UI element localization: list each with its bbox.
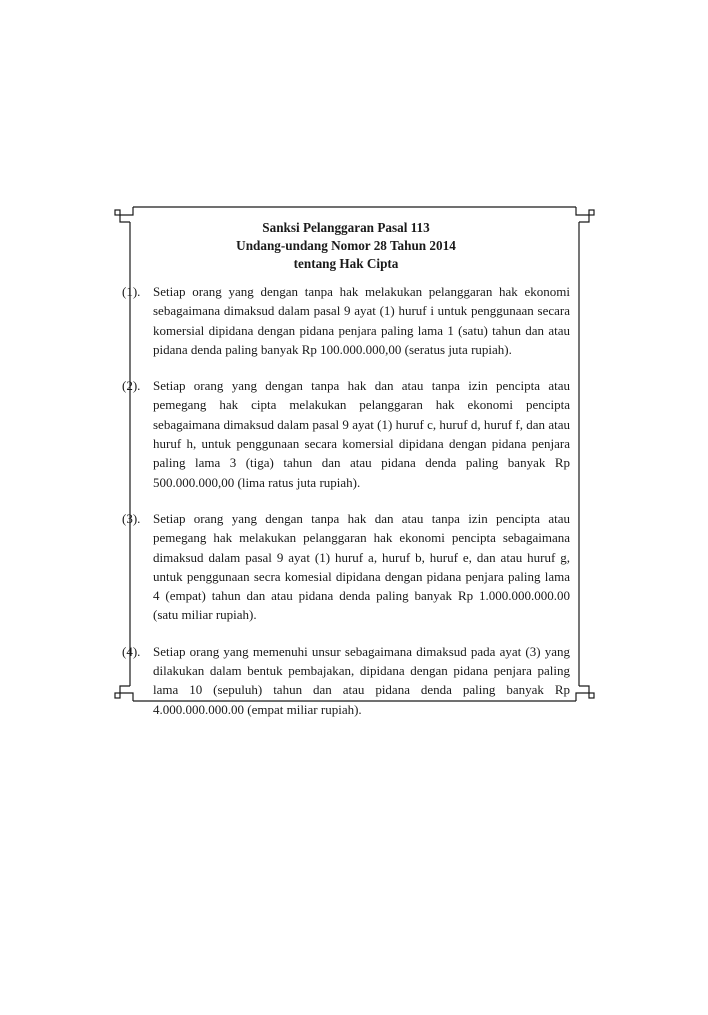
item-text: Setiap orang yang dengan tanpa hak dan atau tanpa izin pencipta atau pemegang hak cipta melakukan pelanggaran hak ekonomi pencipta sebagaimana dimaksud dalam pasal 9 ayat (1) huruf c, huruf d, huruf f, dan atau huruf h, untuk penggunaan secara komersial dipidana dengan pidana penjara paling lama 3 (tiga) tahun dan atau pidana denda paling banyak Rp 500.000.000,00 (lima ratus juta rupiah). (153, 378, 570, 490)
list-item (122, 642, 570, 719)
item-text: Setiap orang yang memenuhi unsur sebagaimana dimaksud pada ayat (3) yang dilakukan dalam bentuk pembajakan, dipidana dengan pidana penjara paling lama 10 (sepuluh) tahun dan atau pidana denda paling banyak Rp 4.000.000.000.00 (empat miliar rupiah). (153, 643, 570, 717)
item-number: (3). (122, 510, 141, 526)
notice-heading (122, 219, 570, 273)
item-number: (4). (122, 643, 141, 659)
sanction-list (122, 282, 570, 719)
list-item (122, 376, 570, 492)
heading-line-3: tentang Hak Cipta (293, 256, 399, 271)
list-item (122, 509, 570, 625)
heading-line-1: Sanksi Pelanggaran Pasal 113 (262, 220, 430, 235)
heading-line-2: Undang-undang Nomor 28 Tahun 2014 (236, 238, 456, 253)
sanction-notice (122, 219, 570, 727)
corner-ornament-bottom-right (576, 686, 594, 701)
item-number: (1). (122, 284, 141, 299)
item-text: Setiap orang yang dengan tanpa hak melakukan pelanggaran hak ekonomi sebagaimana dimaksud dalam pasal 9 ayat (1) huruf i untuk penggunaan secara komersial dipidana dengan pidana penjara paling lama 1 (satu) tahun dan atau pidana denda paling banyak Rp 100.000.000,00 (seratus juta rupiah). (153, 284, 570, 357)
corner-ornament-top-right (576, 207, 594, 222)
list-item (122, 282, 570, 359)
item-text: Setiap orang yang dengan tanpa hak dan atau tanpa izin pencipta atau pemegang hak melakukan pelanggaran hak ekonomi pencipta sebagaimana dimaksud dalam pasal 9 ayat (1) huruf a, huruf b, huruf e, dan atau huruf g, untuk penggunaan secra komesial dipidana dengan pidana penjara paling lama 4 (empat) tahun dan atau pidana denda paling banyak Rp 1.000.000.000.00 (satu miliar rupiah). (153, 510, 570, 623)
item-number: (2). (122, 378, 141, 394)
